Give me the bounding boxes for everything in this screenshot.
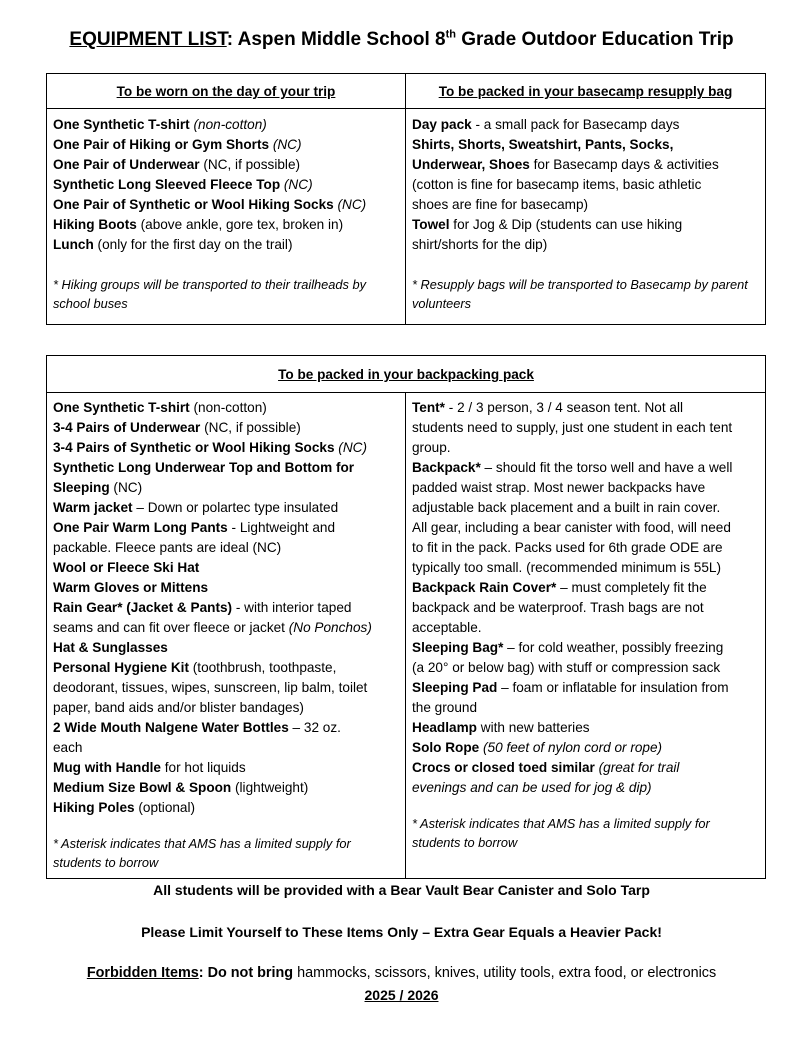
list-item-text: One Pair Warm Long Pants bbox=[53, 520, 228, 535]
list-item-text: group. bbox=[412, 440, 451, 455]
list-item bbox=[412, 738, 759, 758]
list-item bbox=[53, 115, 399, 135]
list-item bbox=[53, 398, 399, 418]
list-item bbox=[412, 598, 759, 618]
list-item bbox=[412, 538, 759, 558]
list-item bbox=[412, 578, 759, 598]
list-item-text: One Synthetic T-shirt bbox=[53, 117, 194, 132]
list-item bbox=[412, 518, 759, 538]
list-item-text: One Pair of Underwear bbox=[53, 157, 200, 172]
list-item-text: shoes are fine for basecamp) bbox=[412, 197, 589, 212]
list-item bbox=[412, 175, 759, 195]
list-item-text: – should fit the torso well and have a well bbox=[480, 460, 733, 475]
list-item-text: each bbox=[53, 740, 83, 755]
list-item-text: (NC, if possible) bbox=[200, 420, 301, 435]
list-item bbox=[53, 518, 399, 538]
list-item-text: One Pair of Synthetic or Wool Hiking Socks bbox=[53, 197, 338, 212]
list-item-text: (NC) bbox=[338, 440, 367, 455]
list-item-text: Solo Rope bbox=[412, 740, 480, 755]
list-item bbox=[53, 498, 399, 518]
pack-header-cell bbox=[47, 356, 766, 393]
title-rest: Grade Outdoor Education Trip bbox=[455, 29, 734, 50]
list-item bbox=[53, 458, 399, 478]
pack-left-cell bbox=[47, 393, 406, 879]
list-item-text: 3-4 Pairs of Synthetic or Wool Hiking Socks bbox=[53, 440, 339, 455]
list-item bbox=[53, 235, 399, 255]
list-item-text: Tent* bbox=[412, 400, 445, 415]
list-item-text: Sleeping Bag* bbox=[412, 640, 504, 655]
list-item bbox=[412, 195, 759, 215]
list-item-text: Warm Gloves or Mittens bbox=[53, 580, 209, 595]
list-item-text: - 2 / 3 person, 3 / 4 season tent. Not all bbox=[444, 400, 684, 415]
resupply-items-list bbox=[412, 115, 759, 255]
list-item bbox=[412, 398, 759, 418]
list-item-text: students need to supply, just one student in each tent bbox=[412, 420, 733, 435]
list-item-text: with new batteries bbox=[476, 720, 590, 735]
page-title bbox=[0, 27, 803, 53]
list-item-text: Backpack Rain Cover* bbox=[412, 580, 557, 595]
worn-items-cell bbox=[47, 109, 406, 325]
list-item-text: Backpack* bbox=[412, 460, 481, 475]
list-item-text: Warm jacket bbox=[53, 500, 133, 515]
list-item-text: (only for the first day on the trail) bbox=[93, 237, 293, 252]
resupply-header: To be packed in your basecamp resupply bag bbox=[438, 84, 733, 99]
list-item-text: 3-4 Pairs of Underwear bbox=[53, 420, 201, 435]
list-item-text: (above ankle, gore tex, broken in) bbox=[136, 217, 344, 232]
list-item-text: for Jog & Dip (students can use hiking bbox=[449, 217, 683, 232]
list-item-text: seams and can fit over fleece or jacket bbox=[53, 620, 289, 635]
list-item bbox=[53, 778, 399, 798]
list-item-text: (NC) bbox=[283, 177, 313, 192]
list-item-text: – for cold weather, possibly freezing bbox=[503, 640, 724, 655]
list-item bbox=[53, 175, 399, 195]
list-item bbox=[412, 235, 759, 255]
worn-items-list bbox=[53, 115, 399, 255]
list-item-text: Hiking Poles bbox=[53, 800, 135, 815]
list-item bbox=[53, 798, 399, 818]
list-item bbox=[53, 598, 399, 618]
list-item-text: (NC) bbox=[337, 197, 367, 212]
list-item-text: evenings and can be used for jog & dip) bbox=[412, 780, 652, 795]
list-item-text: for hot liquids bbox=[161, 760, 246, 775]
list-item-text: shirt/shorts for the dip) bbox=[412, 237, 548, 252]
list-item-text: (cotton is fine for basecamp items, basic athletic bbox=[412, 177, 702, 192]
list-item-text: (great for trail bbox=[594, 760, 680, 775]
list-item bbox=[412, 618, 759, 638]
list-item bbox=[412, 638, 759, 658]
list-item bbox=[412, 215, 759, 235]
list-item-text: Underwear, Shoes bbox=[412, 157, 530, 172]
worn-note: * Hiking groups will be transported to their trailheads by school buses bbox=[53, 277, 366, 311]
list-item bbox=[53, 618, 399, 638]
list-item-text: (NC) bbox=[109, 480, 143, 495]
list-item bbox=[53, 418, 399, 438]
list-item bbox=[53, 538, 399, 558]
list-item-text: Shirts, Shorts, Sweatshirt, Pants, Socks, bbox=[412, 137, 674, 152]
worn-header-cell bbox=[47, 74, 406, 109]
title-superscript: th bbox=[445, 28, 456, 41]
list-item-text: – Down or polartec type insulated bbox=[132, 500, 339, 515]
list-item bbox=[412, 718, 759, 738]
list-item-text: All gear, including a bear canister with food, will need bbox=[412, 520, 731, 535]
list-item-text: typically too small. (recommended minimum is 55L) bbox=[412, 560, 721, 575]
list-item-text: – foam or inflatable for insulation from bbox=[497, 680, 729, 695]
list-item bbox=[53, 155, 399, 175]
list-item bbox=[412, 478, 759, 498]
provided-notice: All students will be provided with a Bear Vault Bear Canister and Solo Tarp bbox=[153, 882, 650, 898]
list-item-text: (NC, if possible) bbox=[199, 157, 301, 172]
pack-right-cell bbox=[406, 393, 766, 879]
list-item bbox=[53, 195, 399, 215]
list-item-text: packable. Fleece pants are ideal (NC) bbox=[53, 540, 282, 555]
backpacking-pack-table bbox=[46, 355, 766, 879]
pack-header: To be packed in your backpacking pack bbox=[278, 367, 534, 382]
list-item bbox=[53, 638, 399, 658]
list-item-text: (lightweight) bbox=[231, 780, 309, 795]
list-item-text: Medium Size Bowl & Spoon bbox=[53, 780, 232, 795]
list-item-text: Personal Hygiene Kit bbox=[53, 660, 189, 675]
list-item bbox=[412, 778, 759, 798]
limit-notice: Please Limit Yourself to These Items Only – Extra Gear Equals a Heavier Pack! bbox=[141, 924, 662, 940]
resupply-note: * Resupply bags will be transported to Basecamp by parent volunteers bbox=[412, 277, 748, 311]
list-item-text: paper, band aids and/or blister bandages) bbox=[53, 700, 304, 715]
list-item bbox=[53, 578, 399, 598]
list-item bbox=[53, 758, 399, 778]
list-item-text: Synthetic Long Sleeved Fleece Top bbox=[53, 177, 284, 192]
list-item bbox=[412, 498, 759, 518]
list-item-text: to fit in the pack. Packs used for 6th grade ODE are bbox=[412, 540, 723, 555]
list-item-text: deodorant, tissues, wipes, sunscreen, lip balm, toilet bbox=[53, 680, 368, 695]
list-item-text: (No Ponchos) bbox=[288, 620, 372, 635]
list-item bbox=[53, 698, 399, 718]
list-item-text: backpack and be waterproof. Trash bags are not bbox=[412, 600, 704, 615]
list-item-text: Hat & Sunglasses bbox=[53, 640, 168, 655]
forbidden-items bbox=[0, 963, 803, 983]
list-item bbox=[412, 438, 759, 458]
list-item-text: Sleeping bbox=[53, 480, 110, 495]
pack-left-list bbox=[53, 398, 399, 818]
list-item bbox=[412, 658, 759, 678]
list-item-text: Wool or Fleece Ski Hat bbox=[53, 560, 200, 575]
list-item-text: Synthetic Long Underwear Top and Bottom for bbox=[53, 460, 355, 475]
list-item-text: Lunch bbox=[53, 237, 94, 252]
list-item-text: Sleeping Pad bbox=[412, 680, 498, 695]
list-item bbox=[53, 438, 399, 458]
list-item-text: (NC) bbox=[272, 137, 302, 152]
list-item bbox=[53, 558, 399, 578]
list-item bbox=[53, 215, 399, 235]
list-item-text: padded waist strap. Most newer backpacks have bbox=[412, 480, 706, 495]
list-item-text: Crocs or closed toed similar bbox=[412, 760, 595, 775]
list-item-text: Hiking Boots bbox=[53, 217, 137, 232]
list-item-text: Towel bbox=[412, 217, 450, 232]
forbidden-colon: : bbox=[198, 965, 208, 981]
list-item-text: - with interior taped bbox=[232, 600, 352, 615]
list-item bbox=[53, 678, 399, 698]
list-item-text: - a small pack for Basecamp days bbox=[471, 117, 680, 132]
list-item-text: - Lightweight and bbox=[227, 520, 336, 535]
list-item bbox=[412, 758, 759, 778]
list-item bbox=[53, 738, 399, 758]
list-item-text: (optional) bbox=[134, 800, 196, 815]
list-item bbox=[412, 135, 759, 155]
list-item bbox=[53, 718, 399, 738]
list-item-text: – must completely fit the bbox=[556, 580, 707, 595]
list-item bbox=[412, 678, 759, 698]
school-year: 2025 / 2026 bbox=[364, 987, 439, 1003]
list-item bbox=[412, 418, 759, 438]
pack-right-list bbox=[412, 398, 759, 798]
list-item-text: – 32 oz. bbox=[288, 720, 341, 735]
list-item bbox=[53, 658, 399, 678]
title-label: EQUIPMENT LIST bbox=[69, 29, 227, 50]
list-item-text: for Basecamp days & activities bbox=[529, 157, 719, 172]
worn-header: To be worn on the day of your trip bbox=[116, 84, 336, 99]
list-item bbox=[412, 458, 759, 478]
worn-and-resupply-table bbox=[46, 73, 766, 325]
list-item-text: One Pair of Hiking or Gym Shorts bbox=[53, 137, 273, 152]
list-item-text: (a 20° or below bag) with stuff or compression sack bbox=[412, 660, 721, 675]
list-item bbox=[53, 135, 399, 155]
pack-right-note: * Asterisk indicates that AMS has a limited supply for students to borrow bbox=[412, 816, 710, 850]
list-item-text: Day pack bbox=[412, 117, 472, 132]
forbidden-label: Forbidden Items bbox=[86, 965, 199, 981]
forbidden-rest: hammocks, scissors, knives, utility tools, extra food, or electronics bbox=[293, 965, 717, 981]
list-item-text: One Synthetic T-shirt bbox=[53, 400, 190, 415]
resupply-items-cell bbox=[406, 109, 766, 325]
list-item-text: (non-cotton) bbox=[189, 400, 267, 415]
list-item-text: (50 feet of nylon cord or rope) bbox=[479, 740, 663, 755]
list-item-text: acceptable. bbox=[412, 620, 482, 635]
forbidden-bold: Do not bring bbox=[207, 965, 294, 981]
list-item bbox=[412, 698, 759, 718]
list-item-text: (non-cotton) bbox=[193, 117, 267, 132]
list-item bbox=[412, 155, 759, 175]
list-item bbox=[412, 115, 759, 135]
list-item-text: 2 Wide Mouth Nalgene Water Bottles bbox=[53, 720, 289, 735]
title-text: : Aspen Middle School 8 bbox=[226, 29, 446, 50]
list-item bbox=[53, 478, 399, 498]
list-item-text: Headlamp bbox=[412, 720, 477, 735]
list-item-text: adjustable back placement and a built in rain cover. bbox=[412, 500, 721, 515]
list-item-text: the ground bbox=[412, 700, 478, 715]
list-item-text: Rain Gear* (Jacket & Pants) bbox=[53, 600, 233, 615]
list-item bbox=[412, 558, 759, 578]
pack-left-note: * Asterisk indicates that AMS has a limited supply for students to borrow bbox=[53, 836, 351, 870]
list-item-text: Mug with Handle bbox=[53, 760, 161, 775]
list-item-text: (toothbrush, toothpaste, bbox=[188, 660, 337, 675]
resupply-header-cell bbox=[406, 74, 766, 109]
